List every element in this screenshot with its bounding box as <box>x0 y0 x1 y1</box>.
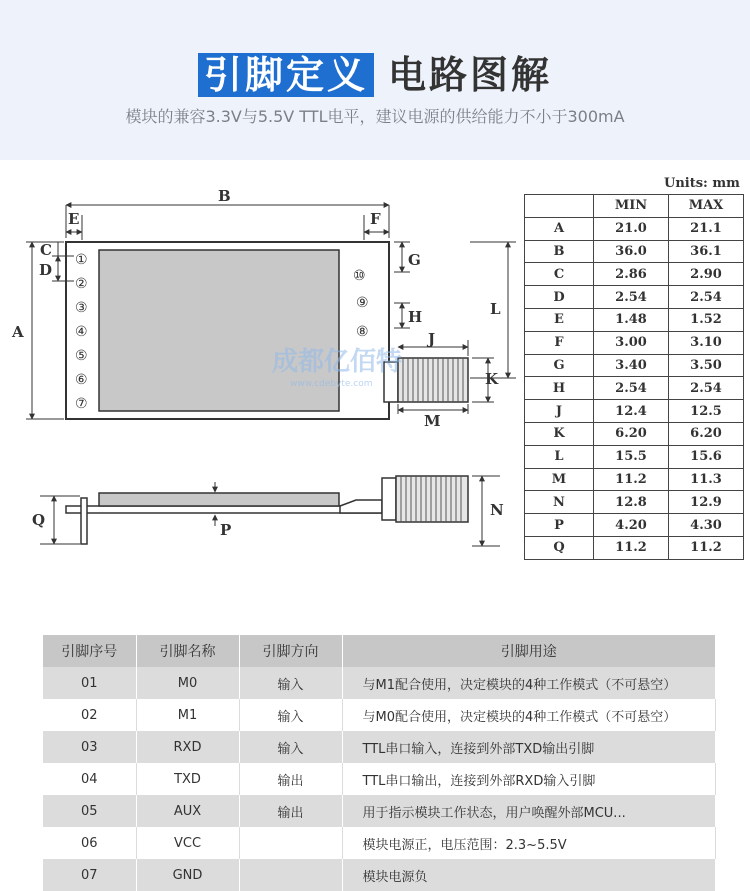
dim-label: F <box>525 331 594 354</box>
table-row <box>525 240 744 263</box>
dim-max: 11.3 <box>669 468 744 491</box>
dim-label: Q <box>525 536 594 559</box>
pin-name: TXD <box>136 763 239 795</box>
pin-number: 04 <box>43 763 136 795</box>
label-M: M <box>424 412 441 430</box>
table-row <box>43 667 716 699</box>
dim-label: J <box>525 400 594 423</box>
label-K: K <box>485 370 499 388</box>
table-row <box>43 763 716 795</box>
label-F: F <box>370 210 381 228</box>
dim-label: N <box>525 491 594 514</box>
pin-name: M1 <box>136 699 239 731</box>
pin-direction <box>239 859 342 891</box>
dim-label: D <box>525 286 594 309</box>
watermark-small: www.cdebyte.com <box>290 379 373 389</box>
header-cell <box>525 195 594 218</box>
dim-max: 1.52 <box>669 308 744 331</box>
table-row <box>525 422 744 445</box>
label-L: L <box>490 300 501 318</box>
dim-label: P <box>525 514 594 537</box>
table-row <box>525 468 744 491</box>
table-row <box>525 217 744 240</box>
dim-min: 2.54 <box>594 286 669 309</box>
label-H: H <box>408 308 423 326</box>
table-row <box>43 731 716 763</box>
dim-max: 21.1 <box>669 217 744 240</box>
page-subtitle: 模块的兼容3.3V与5.5V TTL电平，建议电源的供给能力不小于300mA <box>125 107 625 126</box>
pin-name: M0 <box>136 667 239 699</box>
dim-min: 2.86 <box>594 263 669 286</box>
dim-max: 2.90 <box>669 263 744 286</box>
watermark: 成都亿佰特 <box>272 347 403 377</box>
header-pin-usage: 引脚用途 <box>342 635 716 667</box>
label-D: D <box>39 261 53 279</box>
table-row <box>525 491 744 514</box>
dimension-drawing <box>0 160 520 580</box>
dim-min: 11.2 <box>594 468 669 491</box>
header-pin-number: 引脚序号 <box>43 635 136 667</box>
title-rest: 电路图解 <box>388 53 553 97</box>
table-row <box>43 795 716 827</box>
label-B: B <box>218 187 231 205</box>
units-label: Units: mm <box>664 176 740 191</box>
pin-number: 01 <box>43 667 136 699</box>
pin-2: ② <box>75 276 88 292</box>
pin-usage: 与M1配合使用，决定模块的4种工作模式（不可悬空） <box>342 667 716 699</box>
label-J: J <box>428 330 436 348</box>
dim-min: 2.54 <box>594 377 669 400</box>
pcb-side <box>66 506 382 513</box>
pin-usage: 模块电源正，电压范围：2.3~5.5V <box>342 827 716 859</box>
pin-direction: 输出 <box>239 763 342 795</box>
pin-direction: 输出 <box>239 795 342 827</box>
pin-number: 02 <box>43 699 136 731</box>
dim-min: 12.4 <box>594 400 669 423</box>
dim-min: 21.0 <box>594 217 669 240</box>
dim-max: 3.50 <box>669 354 744 377</box>
pin-name: VCC <box>136 827 239 859</box>
dim-min: 3.40 <box>594 354 669 377</box>
dim-max: 3.10 <box>669 331 744 354</box>
shield-side <box>99 493 339 506</box>
page-title <box>0 44 750 99</box>
pin-direction: 输入 <box>239 731 342 763</box>
dim-label: A <box>525 217 594 240</box>
dim-min: 4.20 <box>594 514 669 537</box>
dim-min: 15.5 <box>594 445 669 468</box>
table-row <box>525 377 744 400</box>
label-P: P <box>220 521 232 539</box>
label-A: A <box>12 323 24 341</box>
table-row <box>43 827 716 859</box>
dim-min: 1.48 <box>594 308 669 331</box>
dim-label: M <box>525 468 594 491</box>
pin-usage: 模块电源负 <box>342 859 716 891</box>
table-row <box>43 699 716 731</box>
dim-label: L <box>525 445 594 468</box>
pin-direction <box>239 827 342 859</box>
dim-max: 2.54 <box>669 377 744 400</box>
dim-min: 36.0 <box>594 240 669 263</box>
header-cell: MIN <box>594 195 669 218</box>
pin-6: ⑥ <box>75 372 88 388</box>
dim-max: 36.1 <box>669 240 744 263</box>
pin-usage: TTL串口输入，连接到外部TXD输出引脚 <box>342 731 716 763</box>
label-N: N <box>490 501 504 519</box>
dim-max: 4.30 <box>669 514 744 537</box>
label-E: E <box>68 210 80 228</box>
label-G: G <box>408 251 421 269</box>
pin-table <box>43 635 716 891</box>
dim-label: C <box>525 263 594 286</box>
table-row <box>525 331 744 354</box>
table-row <box>525 400 744 423</box>
table-row <box>525 308 744 331</box>
dim-max: 12.9 <box>669 491 744 514</box>
dim-label: E <box>525 308 594 331</box>
pin-number: 07 <box>43 859 136 891</box>
pin-5: ⑤ <box>75 348 88 364</box>
dimension-table-header <box>525 195 744 218</box>
dim-label: H <box>525 377 594 400</box>
pin-1: ① <box>75 252 88 268</box>
pin-number: 05 <box>43 795 136 827</box>
sma-side <box>396 476 468 522</box>
pin-side <box>81 498 87 544</box>
pin-usage: 与M0配合使用，决定模块的4种工作模式（不可悬空） <box>342 699 716 731</box>
table-row <box>525 263 744 286</box>
table-row <box>525 445 744 468</box>
dim-min: 12.8 <box>594 491 669 514</box>
pin-usage: 用于指示模块工作状态，用户唤醒外部MCU... <box>342 795 716 827</box>
dim-min: 6.20 <box>594 422 669 445</box>
header-pin-direction: 引脚方向 <box>239 635 342 667</box>
title-highlight: 引脚定义 <box>198 53 374 97</box>
pin-10: ⑩ <box>353 268 366 284</box>
pin-number: 03 <box>43 731 136 763</box>
pin-number: 06 <box>43 827 136 859</box>
pin-8: ⑧ <box>356 324 369 340</box>
dim-max: 12.5 <box>669 400 744 423</box>
dim-max: 15.6 <box>669 445 744 468</box>
pin-4: ④ <box>75 324 88 340</box>
dim-min: 3.00 <box>594 331 669 354</box>
header-pin-name: 引脚名称 <box>136 635 239 667</box>
pin-direction: 输入 <box>239 667 342 699</box>
table-row <box>525 286 744 309</box>
pin-3: ③ <box>75 300 88 316</box>
dim-label: B <box>525 240 594 263</box>
dimension-table <box>524 194 744 560</box>
pin-7: ⑦ <box>75 396 88 412</box>
table-row <box>525 354 744 377</box>
dim-max: 2.54 <box>669 286 744 309</box>
dim-max: 6.20 <box>669 422 744 445</box>
pin-table-header <box>43 635 716 667</box>
pin-name: GND <box>136 859 239 891</box>
pin-9: ⑨ <box>356 295 369 311</box>
table-row <box>525 514 744 537</box>
dim-max: 11.2 <box>669 536 744 559</box>
pin-usage: TTL串口输出，连接到外部RXD输入引脚 <box>342 763 716 795</box>
pin-direction: 输入 <box>239 699 342 731</box>
header-cell: MAX <box>669 195 744 218</box>
dim-min: 11.2 <box>594 536 669 559</box>
label-Q: Q <box>32 511 46 529</box>
table-row <box>525 536 744 559</box>
dim-label: G <box>525 354 594 377</box>
dim-label: K <box>525 422 594 445</box>
table-row <box>43 859 716 891</box>
pin-name: AUX <box>136 795 239 827</box>
pin-name: RXD <box>136 731 239 763</box>
label-C: C <box>40 241 52 259</box>
